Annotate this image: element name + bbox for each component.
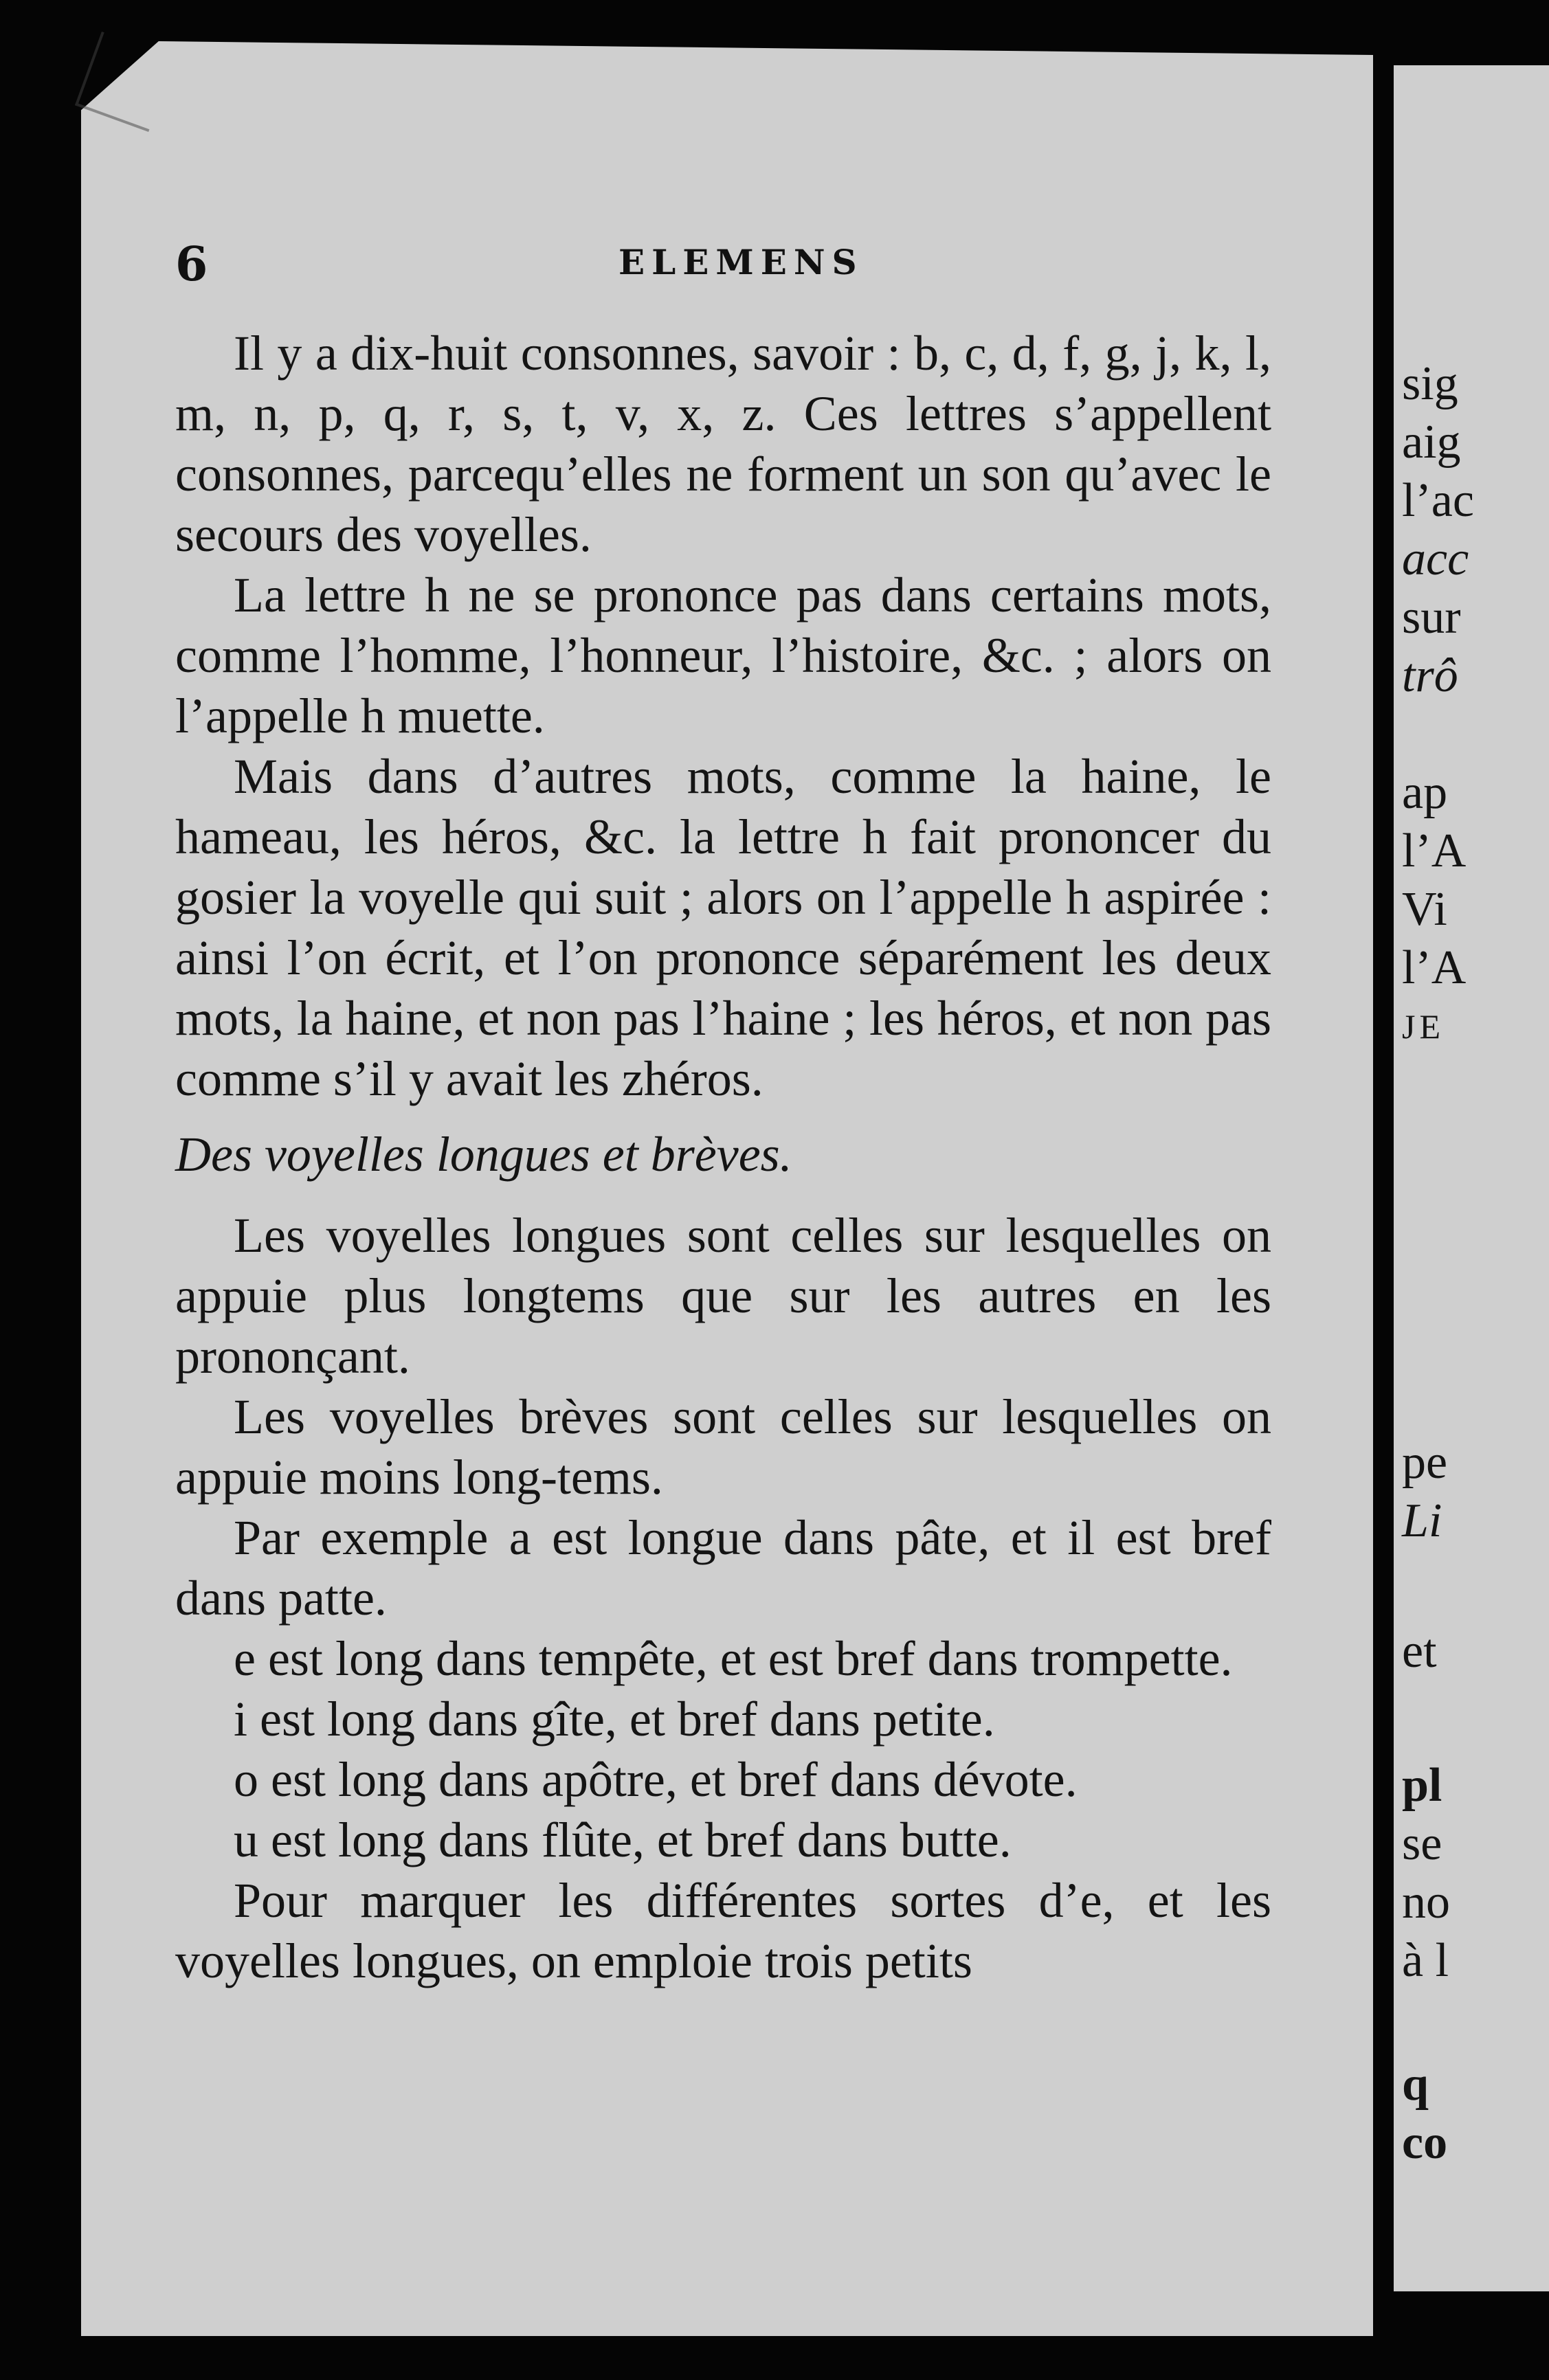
paragraph: e est long dans tempête, et est bref dans trompette.	[234, 1631, 1233, 1686]
right-fragment: Li	[1402, 1494, 1442, 1547]
right-fragment: trô	[1402, 649, 1458, 702]
right-fragment: acc	[1402, 532, 1469, 585]
right-fragment: pe	[1402, 1436, 1448, 1489]
paragraph: Par exemple a est longue dans pâte, et il est bref dans patte.	[175, 1510, 1271, 1626]
right-fragment: l’ac	[1402, 474, 1474, 527]
right-fragment: l’A	[1402, 824, 1467, 877]
section-heading: Des voyelles longues et brèves.	[175, 1127, 792, 1182]
page-number: 6	[175, 237, 208, 292]
right-fragment: l’A	[1402, 941, 1467, 994]
right-page	[1394, 65, 1549, 2291]
paragraph: Les voyelles brèves sont celles sur lesquelles on appuie moins long-tems.	[175, 1389, 1271, 1505]
right-fragment: et	[1402, 1625, 1437, 1678]
right-fragment: sig	[1402, 357, 1458, 410]
body-text	[175, 323, 1271, 1991]
right-fragment: q	[1402, 2058, 1429, 2111]
paragraph: La lettre h ne se prononce pas dans certains mots, comme l’homme, l’honneur, l’histoire, &c. ; alors on l’appelle h muette.	[175, 568, 1271, 743]
right-fragment: ap	[1402, 766, 1448, 819]
right-fragment: sur	[1402, 591, 1461, 644]
right-fragment: pl	[1402, 1759, 1442, 1812]
right-fragment: Vi	[1402, 883, 1447, 936]
right-fragment: à l	[1402, 1934, 1449, 1987]
paragraph: Les voyelles longues sont celles sur lesquelles on appuie plus longtems que sur les autres en les prononçant.	[175, 1208, 1271, 1384]
running-head: ELEMENS	[619, 242, 864, 282]
right-fragment: se	[1402, 1817, 1442, 1870]
right-fragment: aig	[1402, 416, 1461, 469]
right-fragment: JE	[1402, 1007, 1445, 1046]
paragraph: u est long dans flûte, et bref dans butte.	[234, 1812, 1012, 1867]
paragraph: o est long dans apôtre, et bref dans dévote.	[234, 1752, 1078, 1807]
paragraph: i est long dans gîte, et bref dans petite.	[234, 1692, 995, 1747]
paragraph: Mais dans d’autres mots, comme la haine, le hameau, les héros, &c. la lettre h fait prononcer du gosier la voyelle qui suit ; alors on l’appelle h aspirée : ainsi l’on écrit, et l’on prononce séparément les deux mots, la haine, et non pas l’haine ; les héros, et non pas comme s’il y avait les zhéros.	[175, 749, 1271, 1106]
paragraph: Il y a dix-huit consonnes, savoir : b, c, d, f, g, j, k, l, m, n, p, q, r, s, t, v, x, z. Ces lettres s’appellent consonnes, parcequ’elles ne forment un son qu’avec le secours des voyelles.	[175, 326, 1271, 562]
paragraph: Pour marquer les différentes sortes d’e, et les voyelles longues, on emploie trois petits	[175, 1873, 1271, 1988]
right-fragment: no	[1402, 1876, 1450, 1929]
right-fragment: co	[1402, 2116, 1448, 2169]
